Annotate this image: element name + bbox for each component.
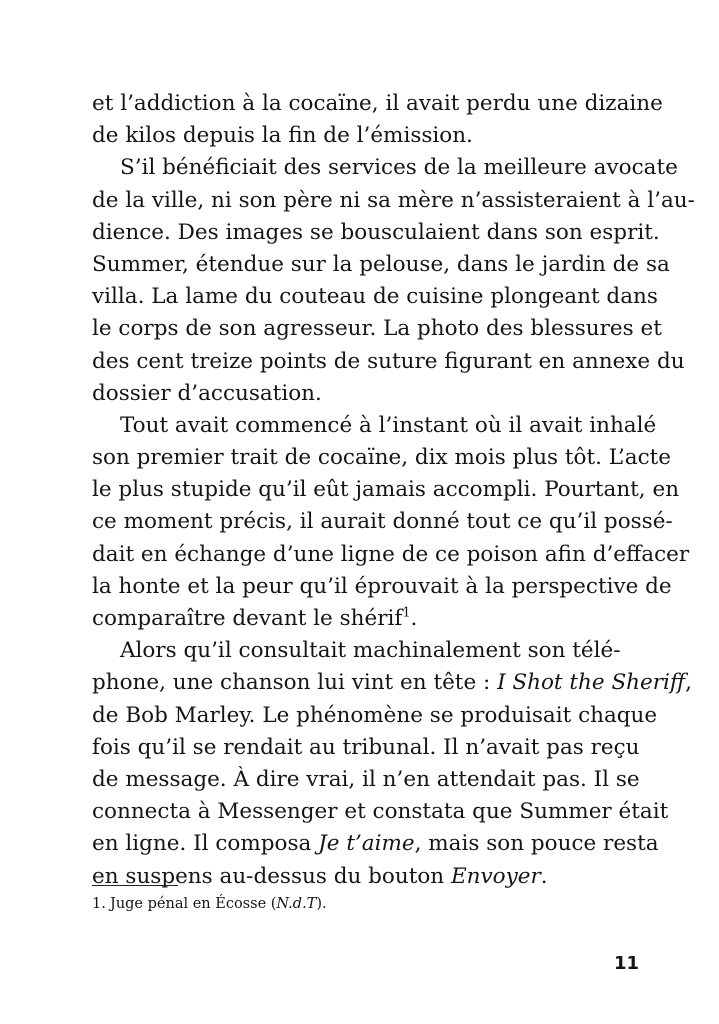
text-line: dait en échange d’une ligne de ce poison afin d’effacer — [92, 541, 690, 567]
text-line: fois qu’il se rendait au tribunal. Il n’avait pas reçu — [92, 734, 640, 760]
text-line: connecta à Messenger et constata que Summer était — [92, 799, 669, 825]
text-line: villa. La lame du couteau de cuisine plongeant dans — [92, 284, 658, 310]
italic-button-name: Envoyer — [450, 863, 541, 889]
text-segment: en suspens au-dessus du bouton — [92, 863, 451, 889]
text-line: des cent treize points de suture figurant en annexe du — [92, 348, 685, 374]
text-line: dossier d’accusation. — [92, 380, 322, 406]
text-line: ce moment précis, il aurait donné tout ce qu’il possé- — [92, 509, 673, 535]
text-line: Tout avait commencé à l’instant où il avait inhalé — [120, 412, 657, 438]
page-number: 11 — [613, 953, 639, 974]
italic-song-title: I Shot the Sheriff — [497, 670, 686, 696]
footnote-text: Juge pénal en Écosse ( — [110, 896, 277, 912]
footnote-italic: N.d.T — [276, 896, 317, 912]
text-line: le plus stupide qu’il eût jamais accompli. Pourtant, en — [92, 477, 680, 503]
text-line: Alors qu’il consultait machinalement son télé- — [120, 638, 621, 664]
text-line — [92, 828, 659, 860]
text-segment: en ligne. Il composa — [92, 831, 319, 857]
text-line: Summer, étendue sur la pelouse, dans le jardin de sa — [92, 251, 670, 277]
text-line: le corps de son agresseur. La photo des blessures et — [92, 316, 662, 342]
footnote-text-end: ). — [316, 896, 327, 912]
text-line: dience. Des images se bousculaient dans son esprit. — [92, 219, 660, 245]
italic-message: Je t’aime — [318, 831, 415, 857]
footnote-reference: 1 — [402, 605, 411, 621]
text-line: son premier trait de cocaïne, dix mois plus tôt. L’acte — [92, 445, 671, 471]
text-line: la honte et la peur qu’il éprouvait à la perspective de — [92, 573, 672, 599]
text-segment: phone, une chanson lui vint en tête : — [92, 670, 498, 696]
text-segment: , mais son pouce resta — [414, 831, 659, 857]
text-line: et l’addiction à la cocaïne, il avait perdu une dizaine — [92, 91, 663, 116]
text-segment: comparaître devant le shérif — [92, 606, 403, 631]
text-line: de kilos depuis la fin de l’émission. — [92, 123, 473, 149]
text-line: de message. À dire vrai, il n’en attendait pas. Il se — [92, 766, 640, 792]
footnote-separator — [92, 885, 178, 886]
text-segment: . — [540, 863, 548, 889]
text-line: de la ville, ni son père ni sa mère n’assisteraient à l’au- — [92, 187, 695, 213]
text-segment: . — [410, 606, 418, 631]
text-line — [92, 861, 638, 893]
text-line — [92, 603, 638, 635]
text-segment: , — [685, 670, 692, 696]
text-line: S’il bénéficiait des services de la meilleure avocate — [120, 155, 678, 181]
text-line: de Bob Marley. Le phénomène se produisait chaque — [92, 702, 658, 728]
footnote — [92, 894, 327, 914]
footnote-number: 1. — [92, 896, 106, 912]
text-line — [92, 667, 692, 699]
body-text — [92, 88, 695, 893]
